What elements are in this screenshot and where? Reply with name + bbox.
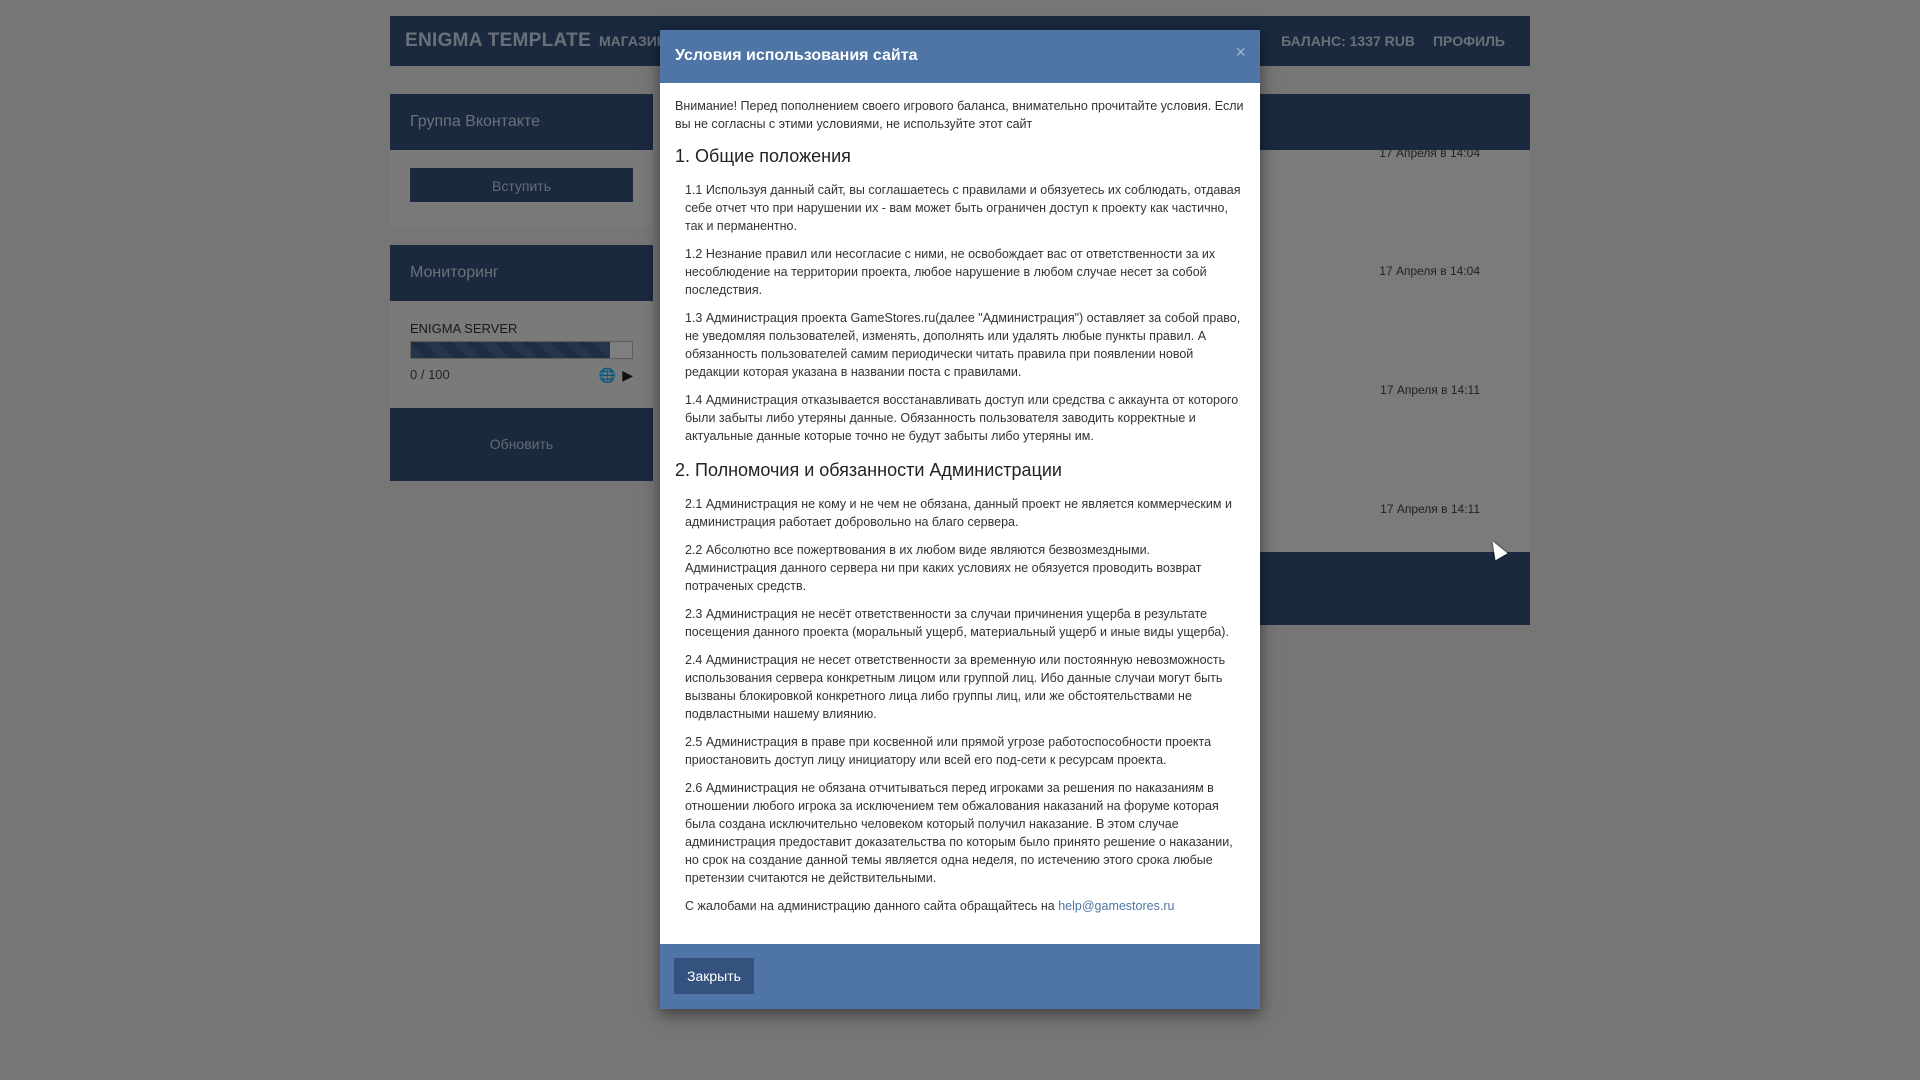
rule-item: 1.1 Используя данный сайт, вы соглашаетесь с правилами и обязуетесь их соблюдать, отдавая себе отчет что при нарушении их - вам может быть ограничен доступ к проекту как частично, так и перманентно. [685, 183, 1241, 233]
rule-item: 2.3 Администрация не несёт ответственности за случаи причинения ущерба в результате посещения данного проекта (моральный ущерб, материальный ущерб и иные виды ущерба). [685, 607, 1229, 639]
rule-item: 2.5 Администрация в праве при косвенной или прямой угрозе работоспособности проекта приостановить доступ лицу инициатору или всей его под-сети к ресурсам проекта. [685, 735, 1212, 767]
modal-header [660, 30, 1260, 83]
section-title: 1. Общие положения [675, 146, 851, 166]
rule-item: 1.2 Незнание правил или несогласие с ними, не освобождает вас от ответственности за их несоблюдение на территории проекта, любое нарушение в любом случае несет за собой последствия. [685, 247, 1216, 297]
support-email-link[interactable]: help@gamestores.ru [1058, 899, 1175, 913]
rule-item: 1.3 Администрация проекта GameStores.ru(далее "Администрация") оставляет за собой право, не уведомляя пользователей, изменять, дополнять или удалять любые пункты правил. А обязанность пользователей самим периодически читать правила при появлении новой редакции которая указана в названии поста с правилами. [685, 311, 1241, 379]
complaint-line [685, 897, 1245, 915]
modal-body [660, 83, 1260, 915]
close-icon[interactable]: × [1235, 42, 1246, 62]
section-title: 2. Полномочия и обязанности Администрации [675, 460, 1062, 480]
terms-modal [660, 30, 1260, 1009]
rule-item: 1.4 Администрация отказывается восстанавливать доступ или средства с аккаунта от которого были забыты либо утеряны данные. Обязанность пользователя заводить корректные и актуальные данные которые точно не будут забыты либо утеряны им. [685, 393, 1239, 443]
terms-intro: Внимание! Перед пополнением своего игрового баланса, внимательно прочитайте условия. Если вы не согласны с этими условиями, не используйте этот сайт [675, 99, 1244, 131]
rule-item: 2.1 Администрация не кому и не чем не обязана, данный проект не является коммерческим и администрация работает добровольно на благо сервера. [685, 497, 1232, 529]
modal-footer [660, 944, 1260, 1009]
rule-item: 2.2 Абсолютно все пожертвования в их любом виде являются безвозмездными. Администрация данного сервера ни при каких условиях не обязуется проводить возврат потраченых средств. [685, 543, 1202, 593]
close-button[interactable]: Закрыть [674, 958, 754, 994]
modal-title: Условия использования сайта [675, 47, 918, 64]
complaint-text: С жалобами на администрацию данного сайта обращайтесь на [685, 899, 1059, 913]
rule-item: 2.6 Администрация не обязана отчитываться перед игроками за решения по наказаниям в отношении любого игрока за исключением тем обжалования наказаний на форуме которая была создана исключительно человеком который получил наказание. В этом случае администрация предоставит доказательства по которым было принято решение о наказании, но срок на создание данной темы является одна неделя, по истечению этого срока любые претензии считаются не действительными. [685, 781, 1233, 885]
rule-item: 2.4 Администрация не несет ответственности за временную или постоянную невозможность использования сервера конкретным лицом или группой лиц. Ибо данные случаи могут быть вызваны блокировкой конкретного лица либо группы лиц, или же обстоятельствами не подвластными нашему влиянию. [685, 653, 1226, 721]
